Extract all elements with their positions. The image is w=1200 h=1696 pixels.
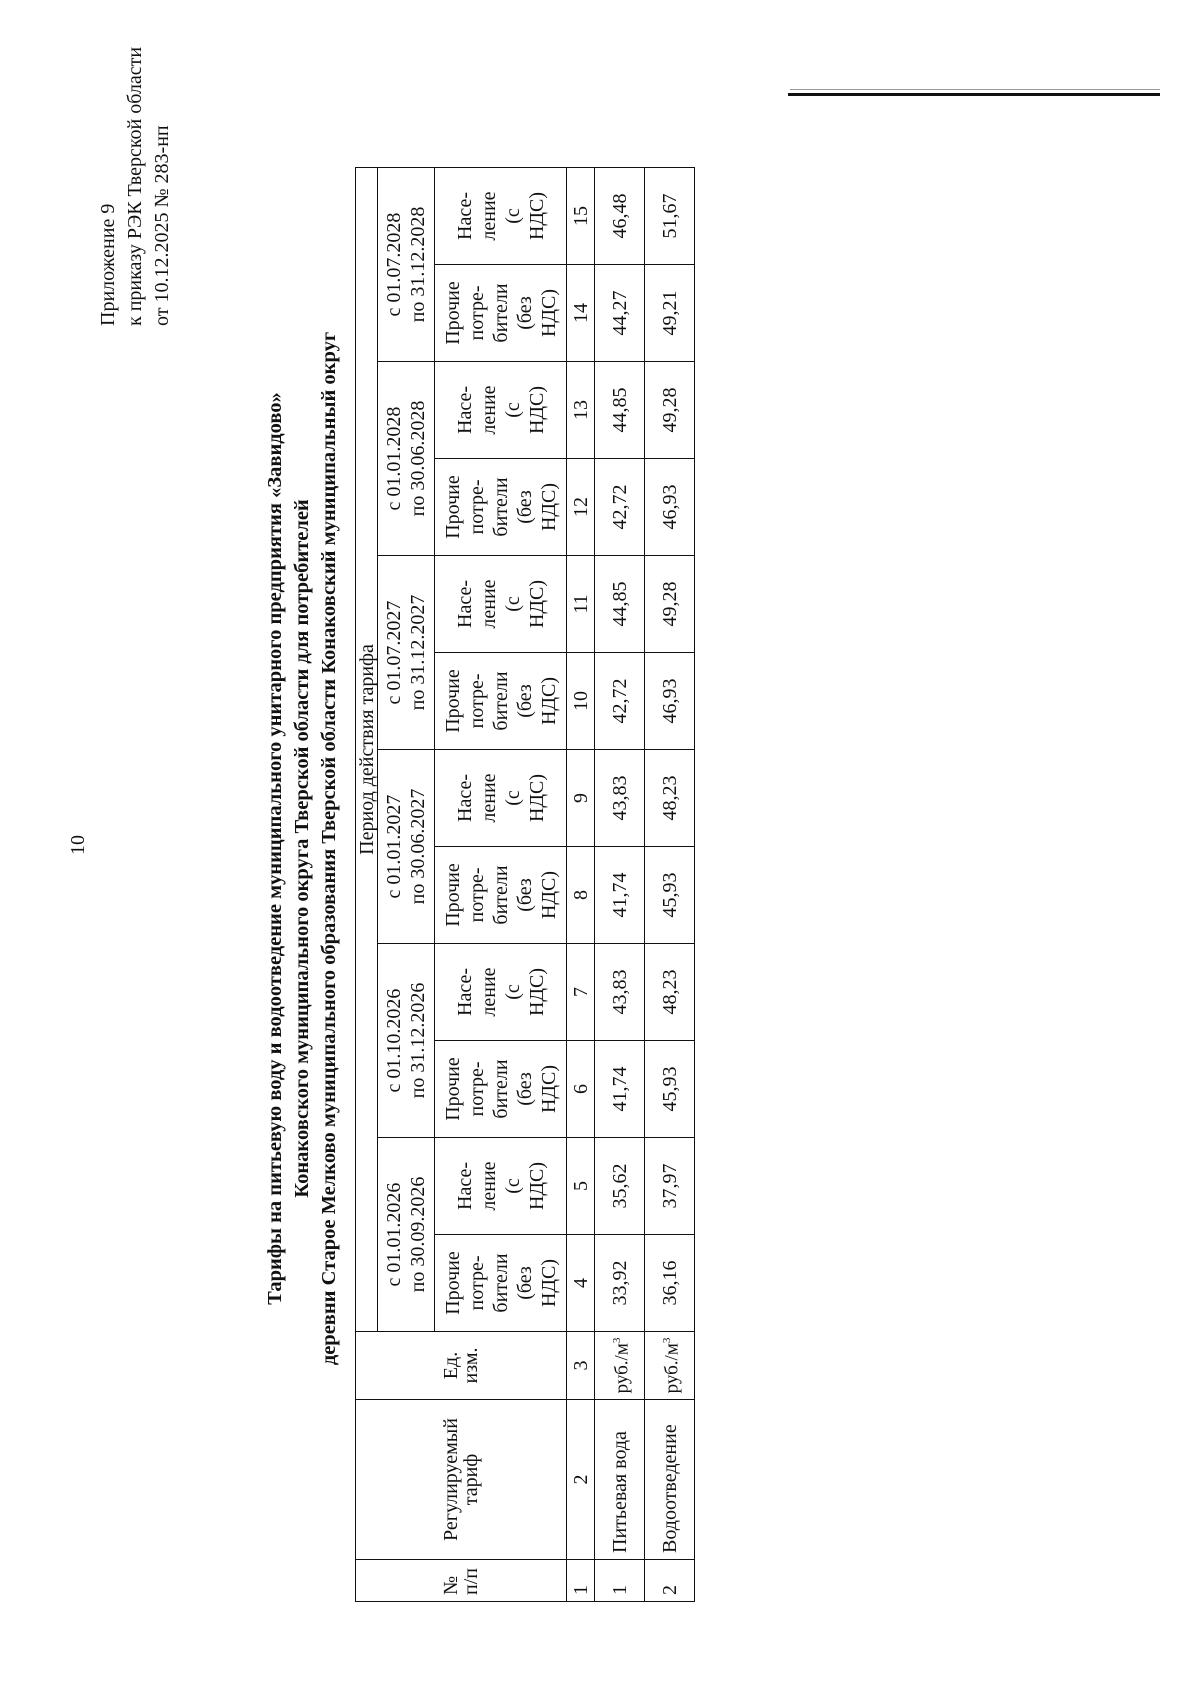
period-to: по 31.12.2026 bbox=[407, 982, 429, 1099]
subheader-line: ление bbox=[477, 1161, 500, 1211]
tariff-value: 48,23 bbox=[645, 944, 695, 1041]
period-header bbox=[378, 750, 435, 944]
subheader-line: Насе- bbox=[453, 774, 476, 822]
column-number: 11 bbox=[567, 556, 595, 653]
subheader-line: потре- bbox=[465, 673, 488, 729]
subheader-line: ление bbox=[477, 385, 500, 435]
subheader-line: (без bbox=[513, 1266, 536, 1300]
period-from: с 01.10.2026 bbox=[383, 988, 405, 1093]
period-header bbox=[378, 556, 435, 750]
subheader-line: ление bbox=[477, 773, 500, 823]
subheader-line: (без bbox=[513, 684, 536, 718]
column-number: 13 bbox=[567, 362, 595, 459]
column-number: 5 bbox=[567, 1138, 595, 1235]
period-from: с 01.01.2027 bbox=[383, 794, 405, 899]
row-unit bbox=[595, 1332, 645, 1400]
tariff-value: 35,62 bbox=[595, 1138, 645, 1235]
table-row bbox=[645, 168, 695, 1602]
tariff-value: 48,23 bbox=[645, 750, 695, 847]
tariff-table bbox=[355, 167, 695, 1602]
period-from: с 01.01.2026 bbox=[383, 1182, 405, 1287]
subheader-population bbox=[435, 750, 567, 847]
subheader-line: Насе- bbox=[453, 1162, 476, 1210]
column-number: 12 bbox=[567, 459, 595, 556]
tariff-value: 46,93 bbox=[645, 459, 695, 556]
subheader-line: НДС) bbox=[525, 1161, 548, 1211]
column-number: 3 bbox=[567, 1332, 595, 1400]
subheader-line: ление bbox=[477, 579, 500, 629]
period-from: с 01.07.2028 bbox=[383, 212, 405, 317]
row-unit bbox=[645, 1332, 695, 1400]
subheader-other-consumers bbox=[435, 459, 567, 556]
header-period: Период действия тарифа bbox=[356, 168, 378, 1332]
column-number: 10 bbox=[567, 653, 595, 750]
subheader-line: НДС) bbox=[525, 385, 548, 435]
subheader-population bbox=[435, 944, 567, 1041]
subheader-population bbox=[435, 168, 567, 265]
subheader-line: (с bbox=[501, 984, 524, 1000]
subheader-line: НДС) bbox=[525, 967, 548, 1017]
subheader-line: Насе- bbox=[453, 580, 476, 628]
unit-superscript: 3 bbox=[610, 1337, 623, 1344]
column-number: 8 bbox=[567, 847, 595, 944]
subheader-line: (с bbox=[501, 596, 524, 612]
tariff-value: 46,93 bbox=[645, 653, 695, 750]
bottom-rule bbox=[788, 93, 1160, 96]
subheader-line: (без bbox=[513, 490, 536, 524]
tariff-value: 49,28 bbox=[645, 556, 695, 653]
subheader-line: Прочие bbox=[441, 1251, 464, 1315]
period-to: по 31.12.2027 bbox=[407, 594, 429, 711]
subheader-line: Насе- bbox=[453, 192, 476, 240]
subheader-other-consumers bbox=[435, 847, 567, 944]
appendix-line-1: Приложение 9 bbox=[97, 203, 119, 326]
period-to: по 30.06.2028 bbox=[407, 400, 429, 517]
page-number: 10 bbox=[67, 835, 89, 855]
column-number: 9 bbox=[567, 750, 595, 847]
header-tariff: Регулируемый тариф bbox=[356, 1400, 567, 1560]
tariff-value: 37,97 bbox=[645, 1138, 695, 1235]
subheader-other-consumers bbox=[435, 1235, 567, 1332]
tariff-value: 51,67 bbox=[645, 168, 695, 265]
subheader-population bbox=[435, 556, 567, 653]
subheader-line: Насе- bbox=[453, 968, 476, 1016]
row-number: 1 bbox=[595, 1560, 645, 1602]
document-title bbox=[262, 131, 343, 1566]
header-unit: Ед. изм. bbox=[356, 1332, 567, 1400]
title-line-2: Конаковского муниципального округа Тверской области для потребителей bbox=[291, 499, 313, 1198]
title-line-1: Тарифы на питьевую воду и водоотведение муниципального унитарного предприятия «Завидово» bbox=[264, 392, 286, 1305]
subheader-other-consumers bbox=[435, 265, 567, 362]
appendix-line-2: к приказу РЭК Тверской области bbox=[124, 46, 146, 326]
tariff-value: 33,92 bbox=[595, 1235, 645, 1332]
period-header bbox=[378, 362, 435, 556]
subheader-line: НДС) bbox=[537, 1064, 560, 1114]
subheader-line: Прочие bbox=[441, 475, 464, 539]
subheader-line: Прочие bbox=[441, 669, 464, 733]
subheader-line: Прочие bbox=[441, 281, 464, 345]
subheader-line: потре- bbox=[465, 1255, 488, 1311]
subheader-line: бители bbox=[489, 1059, 512, 1119]
table-row bbox=[595, 168, 645, 1602]
subheader-line: Прочие bbox=[441, 863, 464, 927]
period-header bbox=[378, 944, 435, 1138]
period-to: по 30.09.2026 bbox=[407, 1176, 429, 1293]
subheader-line: (с bbox=[501, 1178, 524, 1194]
appendix-line-3: от 10.12.2025 № 283-нп bbox=[151, 125, 173, 326]
unit-text: руб./м bbox=[661, 1343, 683, 1394]
subheader-line: бители bbox=[489, 283, 512, 343]
tariff-value: 42,72 bbox=[595, 459, 645, 556]
subheader-line: (с bbox=[501, 402, 524, 418]
tariff-value: 44,85 bbox=[595, 556, 645, 653]
column-number: 15 bbox=[567, 168, 595, 265]
column-number: 7 bbox=[567, 944, 595, 1041]
column-number: 6 bbox=[567, 1041, 595, 1138]
subheader-line: НДС) bbox=[537, 676, 560, 726]
tariff-value: 49,28 bbox=[645, 362, 695, 459]
subheader-other-consumers bbox=[435, 1041, 567, 1138]
subheader-line: Прочие bbox=[441, 1057, 464, 1121]
subheader-line: НДС) bbox=[525, 773, 548, 823]
subheader-line: бители bbox=[489, 477, 512, 537]
tariff-value: 43,83 bbox=[595, 750, 645, 847]
row-number: 2 bbox=[645, 1560, 695, 1602]
tariff-value: 44,27 bbox=[595, 265, 645, 362]
subheader-line: бители bbox=[489, 865, 512, 925]
subheader-line: ление bbox=[477, 967, 500, 1017]
subheader-population bbox=[435, 362, 567, 459]
header-num: № п/п bbox=[356, 1560, 567, 1602]
column-number: 4 bbox=[567, 1235, 595, 1332]
tariff-value: 36,16 bbox=[645, 1235, 695, 1332]
period-header bbox=[378, 168, 435, 362]
column-number: 14 bbox=[567, 265, 595, 362]
tariff-value: 42,72 bbox=[595, 653, 645, 750]
subheader-other-consumers bbox=[435, 653, 567, 750]
tariff-value: 49,21 bbox=[645, 265, 695, 362]
subheader-line: ление bbox=[477, 191, 500, 241]
subheader-line: НДС) bbox=[537, 1258, 560, 1308]
appendix-reference bbox=[95, 47, 176, 326]
tariff-value: 46,48 bbox=[595, 168, 645, 265]
tariff-value: 43,83 bbox=[595, 944, 645, 1041]
subheader-line: НДС) bbox=[525, 579, 548, 629]
subheader-line: (без bbox=[513, 1072, 536, 1106]
period-to: по 30.06.2027 bbox=[407, 788, 429, 905]
period-header bbox=[378, 1138, 435, 1332]
period-from: с 01.07.2027 bbox=[383, 600, 405, 705]
tariff-value: 41,74 bbox=[595, 1041, 645, 1138]
bottom-rule-shadow bbox=[790, 89, 1160, 90]
tariff-value: 41,74 bbox=[595, 847, 645, 944]
subheader-line: НДС) bbox=[537, 870, 560, 920]
subheader-line: (с bbox=[501, 790, 524, 806]
unit-superscript: 3 bbox=[660, 1337, 673, 1344]
subheader-population bbox=[435, 1138, 567, 1235]
subheader-line: (без bbox=[513, 878, 536, 912]
title-line-3: деревни Старое Мелково муниципального образования Тверской области Конаковский муниципальный округ bbox=[318, 331, 340, 1366]
tariff-value: 44,85 bbox=[595, 362, 645, 459]
tariff-value: 45,93 bbox=[645, 1041, 695, 1138]
column-number: 2 bbox=[567, 1400, 595, 1560]
subheader-line: НДС) bbox=[537, 482, 560, 532]
period-to: по 31.12.2028 bbox=[407, 206, 429, 323]
subheader-line: НДС) bbox=[525, 191, 548, 241]
unit-text: руб./м bbox=[611, 1343, 633, 1394]
subheader-line: потре- bbox=[465, 479, 488, 535]
subheader-line: потре- bbox=[465, 285, 488, 341]
subheader-line: потре- bbox=[465, 867, 488, 923]
column-number: 1 bbox=[567, 1560, 595, 1602]
row-tariff-name: Питьевая вода bbox=[595, 1400, 645, 1560]
subheader-line: бители bbox=[489, 671, 512, 731]
subheader-line: (с bbox=[501, 208, 524, 224]
row-tariff-name: Водоотведение bbox=[645, 1400, 695, 1560]
tariff-value: 45,93 bbox=[645, 847, 695, 944]
period-from: с 01.01.2028 bbox=[383, 406, 405, 511]
subheader-line: (без bbox=[513, 296, 536, 330]
subheader-line: потре- bbox=[465, 1061, 488, 1117]
subheader-line: бители bbox=[489, 1253, 512, 1313]
subheader-line: Насе- bbox=[453, 386, 476, 434]
subheader-line: НДС) bbox=[537, 288, 560, 338]
